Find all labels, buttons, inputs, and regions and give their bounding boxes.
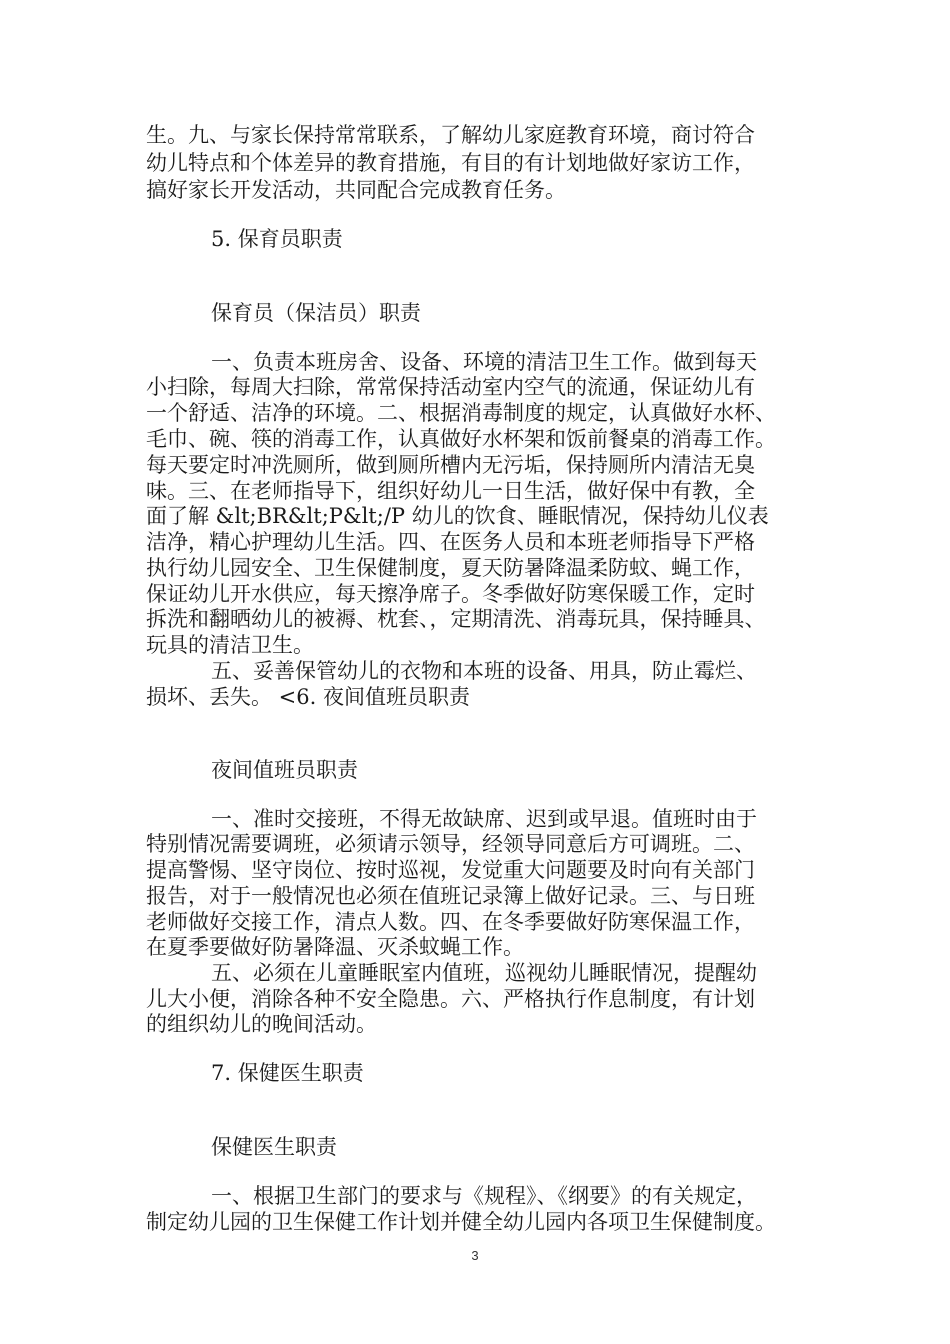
paragraph-line: 保证幼儿开水供应，每天擦净席子。冬季做好防寒保暖工作，定时 <box>146 582 755 606</box>
section-heading: 5. 保育员职责 <box>211 227 343 251</box>
paragraph-line: 老师做好交接工作，清点人数。四、在冬季要做好防寒保温工作， <box>146 910 755 934</box>
paragraph-line: 味。三、在老师指导下，组织好幼儿一日生活，做好保中有教，全 <box>146 479 755 503</box>
section-heading: 7. 保健医生职责 <box>211 1061 364 1085</box>
page-number: 3 <box>471 1248 479 1263</box>
paragraph-line: 幼儿特点和个体差异的教育措施，有目的有计划地做好家访工作， <box>146 151 755 175</box>
paragraph-line: 一个舒适、洁净的环境。二、根据消毒制度的规定，认真做好水杯、 <box>146 401 776 425</box>
subsection-heading: 保健医生职责 <box>211 1135 337 1159</box>
paragraph-line: 小扫除，每周大扫除，常常保持活动室内空气的流通，保证幼儿有 <box>146 375 755 399</box>
paragraph-line: 儿大小便，消除各种不安全隐患。六、严格执行作息制度，有计划 <box>146 987 755 1011</box>
paragraph-line: 提高警惕、坚守岗位、按时巡视，发觉重大问题要及时向有关部门 <box>146 858 755 882</box>
paragraph-line: 一、根据卫生部门的要求与《规程》、《纲要》的有关规定， <box>211 1184 757 1208</box>
paragraph-line: 玩具的清洁卫生。 <box>146 633 314 657</box>
paragraph-line: 的组织幼儿的晚间活动。 <box>146 1012 377 1036</box>
paragraph-line: 特别情况需要调班，必须请示领导，经领导同意后方可调班。二、 <box>146 832 755 856</box>
subsection-heading: 夜间值班员职责 <box>211 758 358 782</box>
paragraph-line: 拆洗和翻晒幼儿的被褥、枕套、，定期清洗、消毒玩具，保持睡具、 <box>146 607 766 631</box>
paragraph-line: 洁净，精心护理幼儿生活。四、在医务人员和本班老师指导下严格 <box>146 530 755 554</box>
paragraph-line: 损坏、丢失。 <6. 夜间值班员职责 <box>146 685 470 709</box>
paragraph-line: 生。九、与家长保持常常联系，了解幼儿家庭教育环境，商讨符合 <box>146 123 755 147</box>
paragraph-line: 制定幼儿园的卫生保健工作计划并健全幼儿园内各项卫生保健制度。 <box>146 1210 776 1234</box>
paragraph-line: 面了解 &lt;BR&lt;P&lt;/P 幼儿的饮食、睡眠情况，保持幼儿仪表 <box>146 504 769 528</box>
paragraph-line: 五、必须在儿童睡眠室内值班，巡视幼儿睡眠情况，提醒幼 <box>211 961 757 985</box>
paragraph-line: 执行幼儿园安全、卫生保健制度，夏天防暑降温柔防蚊、蝇工作， <box>146 556 755 580</box>
paragraph-line: 一、准时交接班，不得无故缺席、迟到或早退。值班时由于 <box>211 807 757 831</box>
paragraph-line: 五、妥善保管幼儿的衣物和本班的设备、用具，防止霉烂、 <box>211 659 757 683</box>
paragraph-line: 一、负责本班房舍、设备、环境的清洁卫生工作。做到每天 <box>211 350 757 374</box>
paragraph-line: 报告，对于一般情况也必须在值班记录簿上做好记录。三、与日班 <box>146 884 755 908</box>
paragraph-line: 搞好家长开发活动，共同配合完成教育任务。 <box>146 178 566 202</box>
paragraph-line: 毛巾、碗、筷的消毒工作，认真做好水杯架和饭前餐桌的消毒工作。 <box>146 427 776 451</box>
paragraph-line: 在夏季要做好防暑降温、灭杀蚊蝇工作。 <box>146 935 524 959</box>
paragraph-line: 每天要定时冲洗厕所，做到厕所槽内无污垢，保持厕所内清洁无臭 <box>146 453 755 477</box>
subsection-heading: 保育员（保洁员）职责 <box>211 301 421 325</box>
